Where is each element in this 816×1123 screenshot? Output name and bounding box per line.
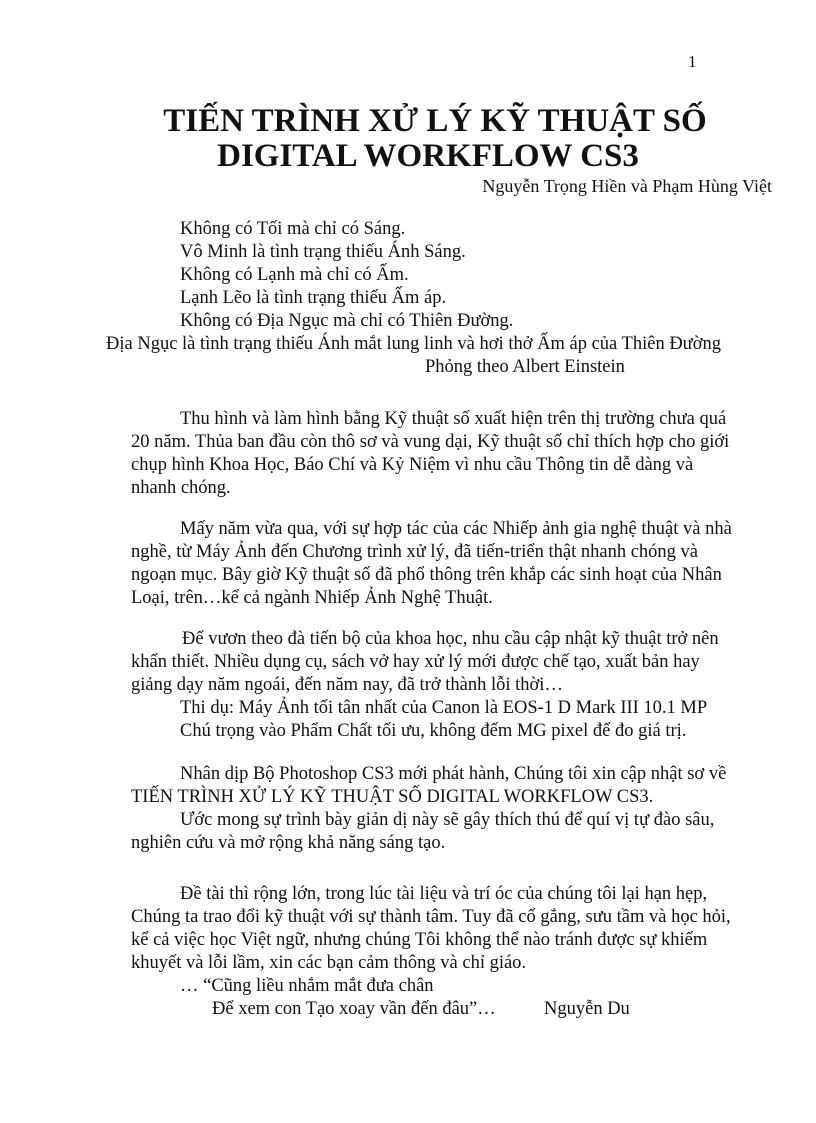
text-line: Ước mong sự trình bày giản dị này sẽ gây thích thú để quí vị tự đào sâu,	[180, 810, 715, 830]
text-line: Mấy năm vừa qua, với sự hợp tác của các Nhiếp ảnh gia nghệ thuật và nhà	[180, 519, 732, 539]
title-english: DIGITAL WORKFLOW CS3	[217, 138, 639, 174]
text-line: chụp hình Khoa Học, Báo Chí và Kỷ Niệm vì nhu cầu Thông tin dễ dàng và	[131, 455, 694, 475]
text-line: Đề tài thì rộng lớn, trong lúc tài liệu và trí óc của chúng tôi lại hạn hẹp,	[180, 884, 708, 904]
epigraph-line: Không có Tối mà chỉ có Sáng.	[180, 219, 406, 239]
quote-author: Nguyễn Du	[544, 999, 630, 1019]
text-line: Loại, trên…kể cả ngành Nhiếp Ảnh Nghệ Thuật.	[131, 588, 493, 608]
quote-line: Để xem con Tạo xoay vần đến đâu”…	[212, 999, 496, 1019]
text-line: khẩn thiết. Nhiều dụng cụ, sách vở hay xử lý mới được chế tạo, xuất bản hay	[131, 652, 700, 672]
page-number: 1	[688, 52, 697, 71]
text-line: nghề, từ Máy Ảnh đến Chương trình xử lý, đã tiến-triển thật nhanh chóng và	[131, 542, 699, 562]
text-line: kể cả việc học Việt ngữ, nhưng chúng Tôi không thể nào tránh được sự khiếm	[131, 930, 708, 950]
text-line: nhanh chóng.	[131, 478, 231, 498]
text-line: Chúng ta trao đổi kỹ thuật với sự thành tâm. Tuy đã cố gắng, sưu tầm và học hỏi,	[131, 907, 731, 927]
text-line: 20 năm. Thủa ban đầu còn thô sơ và vung dại, Kỹ thuật số chỉ thích hợp cho giới	[131, 432, 730, 452]
text-line: Để vươn theo đà tiến bộ của khoa học, nhu cầu cập nhật kỹ thuật trở nên	[182, 629, 719, 649]
text-line: Nhân dịp Bộ Photoshop CS3 mới phát hành, Chúng tôi xin cập nhật sơ về	[180, 764, 727, 784]
text-line: TIẾN TRÌNH XỬ LÝ KỸ THUẬT SỐ DIGITAL WORKFLOW CS3.	[131, 787, 654, 807]
epigraph-line: Vô Minh là tình trạng thiếu Ánh Sáng.	[180, 242, 466, 262]
epigraph-attribution: Phỏng theo Albert Einstein	[425, 357, 625, 377]
epigraph-line: Không có Lạnh mà chỉ có Ấm.	[180, 265, 409, 285]
text-line: Thu hình và làm hình bằng Kỹ thuật số xuất hiện trên thị trường chưa quá	[180, 409, 727, 429]
text-line: giảng dạy năm ngoái, đến năm nay, đã trở thành lỗi thời…	[131, 675, 563, 695]
title-vietnamese: TIẾN TRÌNH XỬ LÝ KỸ THUẬT SỐ	[163, 103, 707, 139]
epigraph-line: Địa Ngục là tình trạng thiếu Ánh mắt lung linh và hơi thở Ấm áp của Thiên Đường	[106, 334, 721, 354]
epigraph-line: Không có Địa Ngục mà chỉ có Thiên Đường.	[180, 311, 514, 331]
text-line: ngoạn mục. Bây giờ Kỹ thuật số đã phổ thông trên khắp các sinh hoạt của Nhân	[131, 565, 722, 585]
authors: Nguyễn Trọng Hiền và Phạm Hùng Việt	[482, 176, 772, 196]
quote-line: … “Cũng liều nhắm mắt đưa chân	[180, 976, 434, 996]
epigraph-line: Lạnh Lẽo là tình trạng thiếu Ấm áp.	[180, 288, 447, 308]
text-line: Thi dụ: Máy Ảnh tối tân nhất của Canon là EOS-1 D Mark III 10.1 MP	[180, 698, 708, 718]
text-line: khuyết và lỗi lầm, xin các bạn cảm thông và chỉ giáo.	[131, 953, 527, 973]
text-line: nghiên cứu và mở rộng khả năng sáng tạo.	[131, 833, 446, 853]
text-line: Chú trọng vào Phẩm Chất tối ưu, không đếm MG pixel để đo giá trị.	[180, 721, 687, 741]
